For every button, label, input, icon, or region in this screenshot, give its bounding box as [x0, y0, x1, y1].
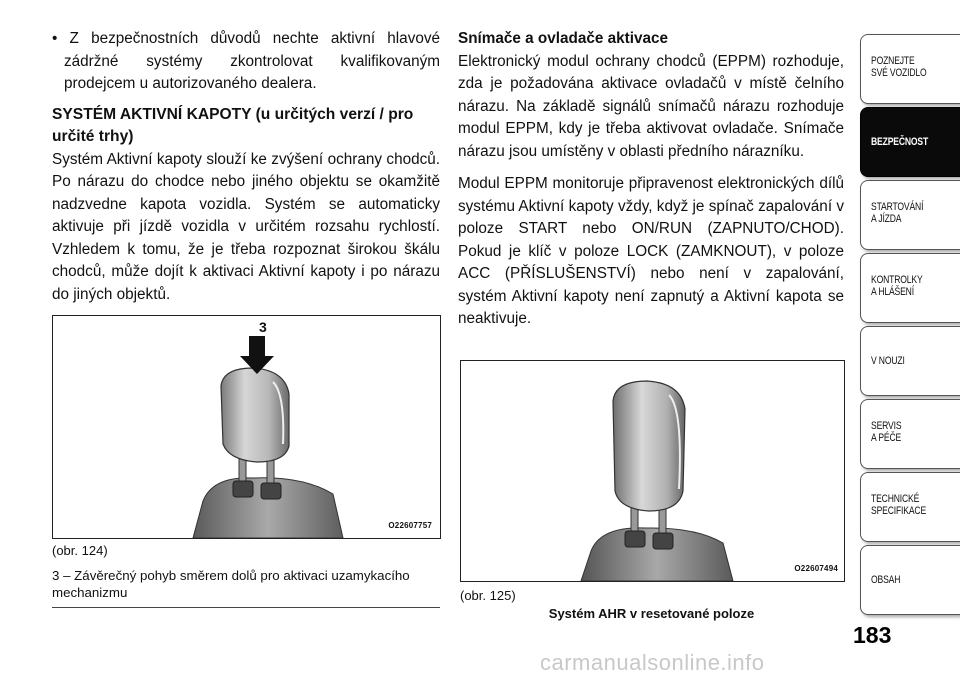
watermark: carmanualsonline.info	[540, 650, 765, 675]
tab-label-line1: KONTROLKY	[871, 274, 923, 286]
figure-125	[460, 360, 845, 582]
headrest-reset-illustration	[461, 361, 844, 581]
tab-label-line2: SVÉ VOZIDLO	[871, 67, 927, 79]
tab-safety[interactable]	[860, 107, 960, 177]
caption-divider	[52, 607, 440, 608]
figure-125-number: (obr. 125)	[460, 588, 516, 603]
page-number: 183	[853, 622, 892, 648]
figure-124-caption: 3 – Závěrečný pohyb směrem dolů pro aktivaci uzamykacího mechanizmu	[52, 568, 410, 600]
tab-contents[interactable]	[860, 545, 960, 615]
tab-label-line2: A PÉČE	[871, 432, 902, 444]
tab-know-your-vehicle[interactable]	[860, 34, 960, 104]
right-column	[458, 28, 844, 331]
tab-label: V NOUZI	[871, 355, 905, 367]
figure-code: O22607494	[794, 564, 838, 573]
tab-label: OBSAH	[871, 574, 901, 586]
figure-124	[52, 315, 441, 539]
tab-warning-lights[interactable]	[860, 253, 960, 323]
subsection-paragraph-1: Elektronický modul ochrany chodců (EPPM) rozhoduje, zda je požadována aktivace ovladačů v místě čelního nárazu. Na základě signálů snímačů nárazu rozhoduje modul EPPM, kdy je třeba aktivovat ovladače. Snímače nárazu jsou umístěny v oblasti předního nárazníku.	[458, 52, 844, 160]
bullet-paragraph: • Z bezpečnostních důvodů nechte aktivní hlavové zádržné systémy zkontrolovat kvalifikovaným prodejcem u autorizovaného dealera.	[52, 30, 441, 92]
figure-code: O22607757	[388, 521, 432, 530]
section-paragraph: Systém Aktivní kapoty slouží ke zvýšení ochrany chodců. Po nárazu do chodce nebo jiného objektu se okamžitě nadzvedne kapota vozidla. Systém se automaticky aktivuje při jízdě vozidla v určitém rozsahu rychlostí. Vzhledem k tomu, že je třeba rozpoznat širokou škálu chodců, může dojít k aktivaci Aktivní kapoty i po nárazu do jiných objektů.	[52, 150, 440, 303]
figure-125-caption: Systém AHR v resetované poloze	[548, 606, 755, 621]
headrest-illustration	[53, 316, 440, 538]
tab-label-line1: TECHNICKÉ	[871, 493, 920, 505]
tab-label	[871, 274, 933, 298]
left-column	[52, 28, 440, 306]
tab-label	[871, 420, 933, 444]
tab-label: BEZPEČNOST	[871, 136, 929, 148]
tab-label-line2: A HLÁŠENÍ	[871, 286, 914, 298]
tab-label	[871, 55, 933, 79]
tab-label	[871, 493, 933, 517]
figure-callout-3: 3	[259, 319, 267, 335]
tab-label	[871, 201, 933, 225]
subsection-paragraph-2: Modul EPPM monitoruje připravenost elektronických dílů systému Aktivní kapoty vždy, když je spínač zapalování v poloze START nebo ON/RUN (ZAPNUTO/CHOD). Pokud je klíč v poloze LOCK (ZAMKNOUT), v poloze ACC (PŘÍSLUŠENSTVÍ) nebo není v zapalování, systém Aktivní kapoty není zapnutý a Aktivní kapota se neaktivuje.	[458, 175, 844, 327]
tab-label-line1: STARTOVÁNÍ	[871, 201, 924, 213]
tab-label-line1: SERVIS	[871, 420, 902, 432]
bullet-text: Z bezpečnostních důvodů nechte aktivní hlavové zádržné systémy zkontrolovat kvalifikovaným prodejcem u autorizovaného dealera.	[64, 30, 441, 92]
tab-service-care[interactable]	[860, 399, 960, 469]
tab-label-line2: SPECIFIKACE	[871, 505, 927, 517]
tab-label-line1: POZNEJTE	[871, 55, 915, 67]
tab-label-line2: A JÍZDA	[871, 213, 902, 225]
tab-starting-driving[interactable]	[860, 180, 960, 250]
down-arrow-shaft	[249, 336, 265, 358]
section-heading: SYSTÉM AKTIVNÍ KAPOTY (u určitých verzí / pro určité trhy)	[52, 105, 414, 145]
subsection-heading: Snímače a ovladače aktivace	[458, 30, 669, 47]
tab-emergency[interactable]	[860, 326, 960, 396]
figure-124-number: (obr. 124)	[52, 543, 108, 558]
tab-technical-specs[interactable]	[860, 472, 960, 542]
